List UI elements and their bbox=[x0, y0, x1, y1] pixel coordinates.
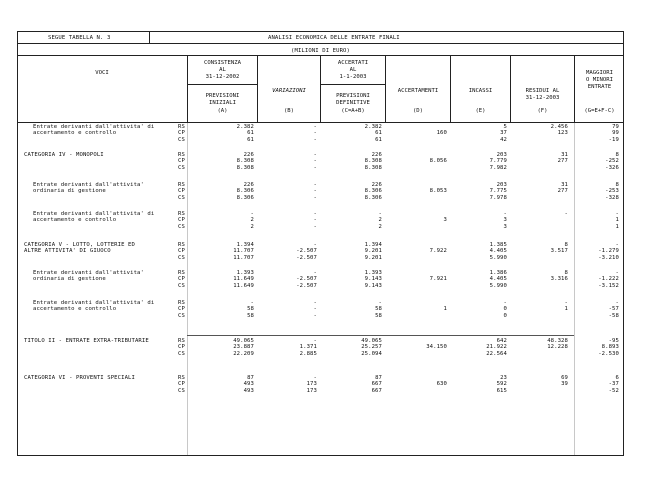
table-cell: 1.394 bbox=[364, 242, 382, 248]
row-type-code: CP bbox=[178, 381, 185, 388]
table-cell: 8.306 bbox=[236, 194, 254, 201]
table-cell: -95 bbox=[608, 338, 619, 344]
table-cell: - bbox=[564, 300, 568, 306]
table-cell: 5.990 bbox=[489, 254, 507, 261]
table-cell: 203 bbox=[496, 152, 507, 158]
table-cell: - bbox=[378, 300, 382, 306]
table-cell: - bbox=[378, 211, 382, 217]
table-cell: 1 bbox=[615, 223, 619, 230]
table-cell: 667 bbox=[371, 381, 382, 388]
table-cell: -19 bbox=[608, 136, 619, 143]
header-previsioni-iniziali-2: INIZIALI bbox=[209, 100, 236, 106]
title-right: ANALISI ECONOMICA DELLE ENTRATE FINALI bbox=[268, 35, 400, 41]
row-type-code: CP bbox=[178, 248, 185, 255]
header-variazioni-code: (B) bbox=[283, 108, 295, 114]
table-cell: 11.649 bbox=[233, 276, 254, 283]
header-maggiori-3: ENTRATE bbox=[587, 84, 612, 90]
table-cell: 2.456 bbox=[550, 124, 568, 130]
row-type-code: RS bbox=[178, 124, 185, 130]
unit-label: (MILIONI DI EURO) bbox=[291, 48, 350, 54]
table-cell: -2.530 bbox=[598, 350, 619, 357]
row-type-code: CP bbox=[178, 344, 185, 351]
header-previsioni-iniziali-1: PREVISIONI bbox=[205, 93, 240, 99]
table-cell: 6 bbox=[615, 375, 619, 381]
table-cell: 0 bbox=[503, 312, 507, 319]
table-cell: - bbox=[313, 158, 317, 165]
table-cell: - bbox=[615, 211, 619, 217]
table-cell: 226 bbox=[243, 182, 254, 188]
table-cell: -37 bbox=[608, 381, 619, 388]
table-cell: 123 bbox=[557, 130, 568, 137]
table-cell: 7.921 bbox=[429, 276, 447, 283]
row-type-code: RS bbox=[178, 211, 185, 217]
header-consistenza-3: 31-12-2002 bbox=[205, 74, 240, 80]
table-cell: 0 bbox=[503, 306, 507, 313]
table-cell: - bbox=[313, 270, 317, 276]
table-cell: 11.649 bbox=[233, 282, 254, 289]
table-cell: -253 bbox=[605, 188, 619, 195]
table-cell: - bbox=[313, 312, 317, 319]
table-cell: -2.507 bbox=[296, 282, 317, 289]
table-cell: 277 bbox=[557, 158, 568, 165]
table-cell: 3 bbox=[503, 223, 507, 230]
table-cell: 4.405 bbox=[489, 248, 507, 255]
table-cell: 226 bbox=[243, 152, 254, 158]
row-label: Entrate derivanti dall'attivita' di bbox=[33, 300, 155, 306]
table-cell: 9.201 bbox=[364, 248, 382, 255]
table-cell: 8 bbox=[564, 242, 568, 248]
table-cell: -2.507 bbox=[296, 254, 317, 261]
header-residui-1: RESIDUI AL bbox=[525, 88, 560, 94]
row-type-code: CS bbox=[178, 223, 185, 230]
table-cell: - bbox=[615, 270, 619, 276]
accertati-divider bbox=[321, 84, 385, 85]
header-incassi: INCASSI bbox=[468, 88, 493, 94]
table-cell: - bbox=[313, 375, 317, 381]
table-cell: - bbox=[313, 164, 317, 171]
header-accertamenti-code: (D) bbox=[412, 108, 424, 114]
header-maggiori-1: MAGGIORI bbox=[586, 70, 613, 76]
table-cell: 79 bbox=[612, 124, 619, 130]
row-type-code: CP bbox=[178, 130, 185, 137]
table-cell: 203 bbox=[496, 182, 507, 188]
table-cell: -57 bbox=[608, 306, 619, 313]
body-col-line-7 bbox=[574, 122, 575, 456]
consistenza-divider bbox=[188, 84, 257, 85]
table-cell: 21.922 bbox=[486, 344, 507, 351]
row-type-code: CP bbox=[178, 306, 185, 313]
table-cell: 173 bbox=[306, 387, 317, 394]
table-cell: 11.707 bbox=[233, 248, 254, 255]
table-cell: 1.385 bbox=[489, 242, 507, 248]
table-cell: 48.328 bbox=[547, 338, 568, 344]
row-label: accertamento e controllo bbox=[33, 217, 117, 224]
table-cell: -58 bbox=[608, 312, 619, 319]
table-cell: 8.053 bbox=[429, 188, 447, 195]
table-cell: 493 bbox=[243, 381, 254, 388]
table-cell: 7.978 bbox=[489, 194, 507, 201]
table-cell: - bbox=[313, 223, 317, 230]
header-consistenza-1: CONSISTENZA bbox=[203, 60, 242, 66]
table-cell: - bbox=[615, 242, 619, 248]
row-type-code: CS bbox=[178, 282, 185, 289]
header-previsioni-definitive-1: PREVISIONI bbox=[336, 93, 370, 99]
table-cell: - bbox=[503, 211, 507, 217]
header-maggiori-2: O MINORI bbox=[586, 77, 613, 83]
row-type-code: CS bbox=[178, 387, 185, 394]
table-cell: - bbox=[313, 130, 317, 137]
header-consistenza-2: AL bbox=[219, 67, 226, 73]
table-cell: 42 bbox=[500, 136, 507, 143]
table-cell: - bbox=[313, 124, 317, 130]
table-cell: 22.564 bbox=[486, 350, 507, 357]
table-cell: 642 bbox=[496, 338, 507, 344]
header-divider bbox=[17, 122, 624, 123]
table-cell: 8 bbox=[564, 270, 568, 276]
table-cell: 58 bbox=[247, 306, 254, 313]
header-voci: VOCI bbox=[95, 70, 109, 76]
header-previsioni-definitive-2: DEFINITIVE bbox=[336, 100, 370, 106]
header-accertati-3: 1-1-2003 bbox=[339, 74, 367, 80]
table-cell: 25.257 bbox=[361, 344, 382, 351]
table-cell: 37 bbox=[500, 130, 507, 137]
table-cell: 23 bbox=[500, 375, 507, 381]
table-cell: 2 bbox=[250, 223, 254, 230]
table-cell: 9.143 bbox=[364, 282, 382, 289]
table-cell: 3.517 bbox=[550, 248, 568, 255]
table-cell: 1.394 bbox=[236, 242, 254, 248]
table-cell: 615 bbox=[496, 387, 507, 394]
table-cell: - bbox=[615, 300, 619, 306]
table-cell: 49.065 bbox=[361, 338, 382, 344]
table-cell: 8.308 bbox=[364, 158, 382, 165]
table-cell: 2 bbox=[378, 217, 382, 224]
table-cell: 11.707 bbox=[233, 254, 254, 261]
table-cell: 1 bbox=[564, 306, 568, 313]
table-cell: 493 bbox=[243, 387, 254, 394]
header-accertati-2: AL bbox=[349, 67, 357, 73]
row-label: Entrate derivanti dall'attivita' bbox=[33, 182, 144, 188]
table-cell: -328 bbox=[605, 194, 619, 201]
table-cell: 58 bbox=[375, 306, 382, 313]
table-cell: 667 bbox=[371, 387, 382, 394]
table-cell: 61 bbox=[375, 136, 382, 143]
header-incassi-code: (E) bbox=[475, 108, 486, 114]
table-cell: 173 bbox=[306, 381, 317, 388]
title-left: SEGUE TABELLA N. 3 bbox=[48, 35, 111, 41]
table-cell: -326 bbox=[605, 164, 619, 171]
row-label: CATEGORIA VI - PROVENTI SPECIALI bbox=[24, 375, 135, 381]
table-cell: 1.393 bbox=[364, 270, 382, 276]
row-label: TITOLO II - ENTRATE EXTRA-TRIBUTARIE bbox=[24, 338, 149, 344]
table-cell: 1.386 bbox=[489, 270, 507, 276]
row-type-code: CP bbox=[178, 217, 185, 224]
row-type-code: RS bbox=[178, 300, 185, 306]
table-cell: -2.507 bbox=[296, 248, 317, 255]
row-type-code: RS bbox=[178, 270, 185, 276]
header-residui-code: (F) bbox=[537, 108, 548, 114]
row-type-code: CS bbox=[178, 136, 185, 143]
header-accertamenti: ACCERTAMENTI bbox=[397, 88, 439, 94]
table-cell: 7.779 bbox=[489, 158, 507, 165]
table-cell: 61 bbox=[247, 136, 254, 143]
table-cell: 3.316 bbox=[550, 276, 568, 283]
row-label: accertamento e controllo bbox=[33, 130, 117, 137]
row-type-code: CP bbox=[178, 188, 185, 195]
header-accertati-1: ACCERTATI bbox=[337, 60, 369, 66]
table-cell: 99 bbox=[612, 130, 619, 137]
row-type-code: RS bbox=[178, 182, 185, 188]
table-cell: 7.982 bbox=[489, 164, 507, 171]
row-type-code: RS bbox=[178, 152, 185, 158]
header-residui-2: 31-12-2003 bbox=[525, 95, 560, 101]
table-cell: - bbox=[503, 300, 507, 306]
table-cell: 226 bbox=[371, 182, 382, 188]
table-cell: 12.228 bbox=[547, 344, 568, 351]
table-cell: 2 bbox=[250, 217, 254, 224]
table-cell: 2 bbox=[378, 223, 382, 230]
table-cell: - bbox=[313, 194, 317, 201]
row-label: Entrate derivanti dall'attivita' bbox=[33, 270, 144, 276]
row-type-code: CS bbox=[178, 312, 185, 319]
table-cell: 7.775 bbox=[489, 188, 507, 195]
table-cell: 5 bbox=[503, 124, 507, 130]
table-cell: - bbox=[313, 306, 317, 313]
table-cell: - bbox=[313, 136, 317, 143]
table-cell: 1 bbox=[615, 217, 619, 224]
table-cell: 58 bbox=[247, 312, 254, 319]
table-cell: 2.885 bbox=[299, 350, 317, 357]
table-cell: - bbox=[564, 211, 568, 217]
table-cell: 58 bbox=[375, 312, 382, 319]
table-cell: 2.382 bbox=[236, 124, 254, 130]
table-cell: 5.990 bbox=[489, 282, 507, 289]
row-label: ALTRE ATTIVITA' DI GIUOCO bbox=[24, 248, 111, 255]
table-cell: 9.143 bbox=[364, 276, 382, 283]
table-cell: 160 bbox=[436, 130, 447, 137]
table-cell: 8.306 bbox=[364, 188, 382, 195]
table-cell: -2.507 bbox=[296, 276, 317, 283]
table-cell: -252 bbox=[605, 158, 619, 165]
table-cell: 61 bbox=[375, 130, 382, 137]
table-cell: 25.094 bbox=[361, 350, 382, 357]
table-cell: - bbox=[250, 300, 254, 306]
table-cell: 8.308 bbox=[236, 158, 254, 165]
title-divider bbox=[149, 31, 150, 44]
table-cell: 8.308 bbox=[236, 164, 254, 171]
row-type-code: RS bbox=[178, 242, 185, 248]
table-cell: 7.922 bbox=[429, 248, 447, 255]
table-cell: 3 bbox=[503, 217, 507, 224]
row-type-code: RS bbox=[178, 338, 185, 344]
table-cell: - bbox=[313, 152, 317, 158]
table-cell: 226 bbox=[371, 152, 382, 158]
table-cell: 8.056 bbox=[429, 158, 447, 165]
row-label: ordinaria di gestione bbox=[33, 188, 106, 195]
row-label: CATEGORIA V - LOTTO, LOTTERIE ED bbox=[24, 242, 135, 248]
table-cell: - bbox=[250, 211, 254, 217]
row-type-code: CS bbox=[178, 254, 185, 261]
table-cell: 8.306 bbox=[236, 188, 254, 195]
row-type-code: CP bbox=[178, 158, 185, 165]
table-cell: 69 bbox=[561, 375, 568, 381]
header-maggiori-code: (G=E+F-C) bbox=[584, 108, 615, 114]
table-cell: 39 bbox=[561, 381, 568, 388]
row-label: Entrate derivanti dall'attivita' di bbox=[33, 124, 155, 130]
table-cell: - bbox=[313, 300, 317, 306]
row-type-code: CS bbox=[178, 164, 185, 171]
table-cell: 31 bbox=[561, 182, 568, 188]
table-cell: 31 bbox=[561, 152, 568, 158]
table-cell: 8 bbox=[615, 152, 619, 158]
table-cell: 8 bbox=[615, 182, 619, 188]
totals-separator bbox=[187, 335, 574, 336]
table-cell: 1.371 bbox=[299, 344, 317, 351]
table-cell: 9.201 bbox=[364, 254, 382, 261]
header-previsioni-definitive-3: (C=A+B) bbox=[341, 108, 365, 114]
table-cell: 4.405 bbox=[489, 276, 507, 283]
table-cell: 34.150 bbox=[426, 344, 447, 351]
table-cell: 8.308 bbox=[364, 164, 382, 171]
table-cell: -3.210 bbox=[598, 254, 619, 261]
table-cell: 8.306 bbox=[364, 194, 382, 201]
table-cell: 592 bbox=[496, 381, 507, 388]
table-cell: - bbox=[313, 242, 317, 248]
table-cell: 630 bbox=[436, 381, 447, 388]
row-type-code: RS bbox=[178, 375, 185, 381]
table-cell: 3 bbox=[443, 217, 447, 224]
table-cell: - bbox=[313, 188, 317, 195]
table-cell: -1.279 bbox=[598, 248, 619, 255]
body-col-line-1 bbox=[187, 122, 188, 456]
row-type-code: CS bbox=[178, 194, 185, 201]
table-cell: 61 bbox=[247, 130, 254, 137]
row-label: ordinaria di gestione bbox=[33, 276, 106, 283]
table-cell: 8.893 bbox=[601, 344, 619, 351]
row-type-code: CP bbox=[178, 276, 185, 283]
row-label: CATEGORIA IV - MONOPOLI bbox=[24, 152, 104, 158]
header-variazioni: VARIAZIONI bbox=[272, 88, 306, 94]
table-cell: 87 bbox=[375, 375, 382, 381]
table-cell: -52 bbox=[608, 387, 619, 394]
header-previsioni-iniziali-3: (A) bbox=[217, 108, 228, 114]
row-label: Entrate derivanti dall'attivita' di bbox=[33, 211, 155, 217]
table-cell: 1 bbox=[443, 306, 447, 313]
table-cell: 277 bbox=[557, 188, 568, 195]
table-cell: 22.209 bbox=[233, 350, 254, 357]
table-cell: 49.065 bbox=[233, 338, 254, 344]
table-cell: - bbox=[313, 217, 317, 224]
table-cell: 23.887 bbox=[233, 344, 254, 351]
row-label: accertamento e controllo bbox=[33, 306, 117, 313]
table-cell: - bbox=[313, 182, 317, 188]
table-cell: 2.382 bbox=[364, 124, 382, 130]
table-cell: - bbox=[313, 211, 317, 217]
table-cell: 87 bbox=[247, 375, 254, 381]
table-cell: -3.152 bbox=[598, 282, 619, 289]
table-cell: -1.222 bbox=[598, 276, 619, 283]
row-type-code: CS bbox=[178, 350, 185, 357]
table-cell: - bbox=[313, 338, 317, 344]
table-cell: 1.393 bbox=[236, 270, 254, 276]
